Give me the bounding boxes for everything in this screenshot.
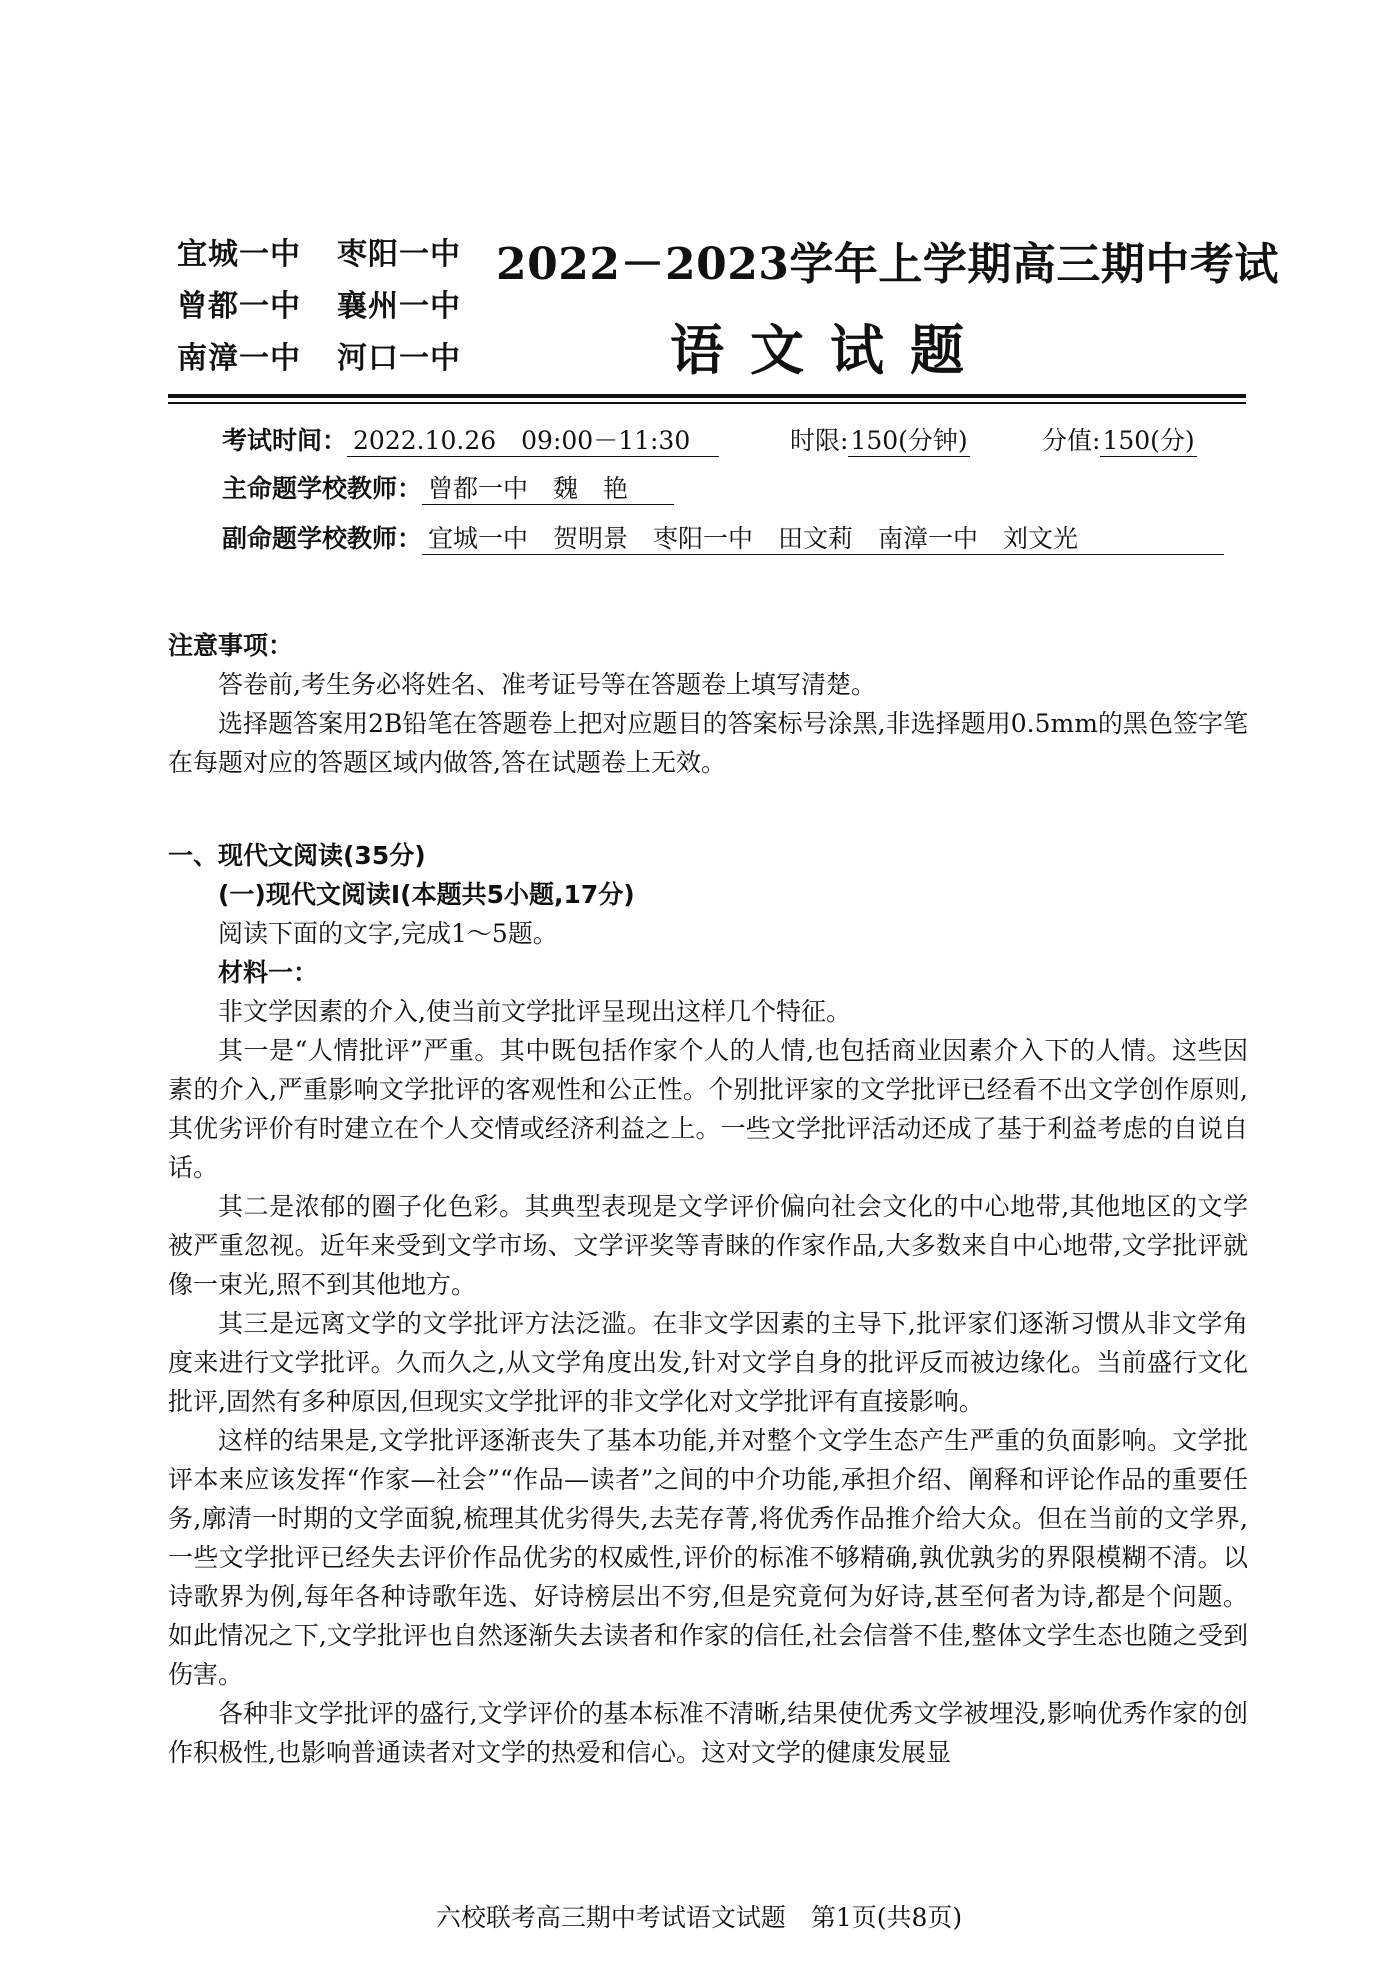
exam-title: 2022－2023学年上学期高三期中考试 — [496, 239, 1279, 290]
chief-teacher-label: 主命题学校教师： — [222, 474, 423, 503]
passage-paragraph: 各种非文学批评的盛行,文学评价的基本标准不清晰,结果使优秀文学被埋没,影响优秀作家的创作积极性,也影响普通读者对文学的热爱和信心。这对文学的健康发展显 — [168, 1699, 1248, 1767]
exam-time-label: 考试时间： — [222, 426, 348, 455]
school-row — [177, 341, 497, 376]
page-footer: 六校联考高三期中考试语文试题 第1页(共8页) — [435, 1903, 963, 1932]
exam-time-value: 2022.10.26 09:00－11:30 — [347, 426, 719, 457]
header-rule-thick — [168, 394, 1246, 398]
score-value: 150(分) — [1102, 426, 1195, 455]
material-label: 材料一： — [218, 958, 319, 987]
notice-item: 选择题答案用2B铅笔在答题卷上把对应题目的答案标号涂黑,非选择题用0.5mm的黑色签字笔在每题对应的答题区域内做答,答在试题卷上无效。 — [168, 709, 1248, 777]
school-row — [177, 289, 497, 324]
section-heading: 一、现代文阅读(35分) — [168, 841, 426, 870]
school-list — [177, 237, 497, 396]
deputy-teacher-row — [222, 524, 1224, 555]
sub-section-heading: (一)现代文阅读Ⅰ(本题共5小题,17分) — [218, 880, 635, 909]
passage-paragraph: 非文学因素的介入,使当前文学批评呈现出这样几个特征。 — [218, 997, 851, 1026]
score-field — [1042, 426, 1197, 457]
duration-label: 时限: — [790, 426, 849, 455]
section-instruction: 阅读下面的文字,完成1～5题。 — [218, 919, 558, 948]
school-name: 河口一中 — [337, 341, 461, 376]
passage-paragraph: 其一是“人情批评”严重。其中既包括作家个人的人情,也包括商业因素介入下的人情。这些因素的介入,严重影响文学批评的客观性和公正性。个别批评家的文学批评已经看不出文学创作原则,其优劣评价有时建立在个人交情或经济利益之上。一些文学批评活动还成了基于利益考虑的自说自话。 — [168, 1036, 1248, 1182]
subject-title: 语文试题 — [670, 319, 990, 382]
duration-value: 150(分钟) — [850, 426, 968, 455]
score-label: 分值: — [1042, 426, 1101, 455]
school-name: 枣阳一中 — [337, 237, 461, 272]
school-name: 襄州一中 — [337, 289, 461, 324]
deputy-teacher-value: 宜城一中 贺明景 枣阳一中 田文莉 南漳一中 刘文光 — [422, 524, 1224, 555]
duration-field — [790, 426, 970, 457]
passage-paragraph: 其三是远离文学的文学批评方法泛滥。在非文学因素的主导下,批评家们逐渐习惯从非文学角度来进行文学批评。久而久之,从文学角度出发,针对文学自身的批评反而被边缘化。当前盛行文化批评,固然有多种原因,但现实文学批评的非文学化对文学批评有直接影响。 — [168, 1309, 1248, 1416]
passage-paragraph: 其二是浓郁的圈子化色彩。其典型表现是文学评价偏向社会文化的中心地带,其他地区的文学被严重忽视。近年来受到文学市场、文学评奖等青睐的作家作品,大多数来自中心地带,文学批评就像一束光,照不到其他地方。 — [168, 1192, 1248, 1299]
reading-section — [168, 836, 1248, 1772]
notice-item: 答卷前,考生务必将姓名、准考证号等在答题卷上填写清楚。 — [218, 670, 876, 699]
passage-paragraph: 这样的结果是,文学批评逐渐丧失了基本功能,并对整个文学生态产生严重的负面影响。文学批评本来应该发挥“作家—社会”“作品—读者”之间的中介功能,承担介绍、阐释和评论作品的重要任务,廓清一时期的文学面貌,梳理其优劣得失,去芜存菁,将优秀作品推介给大众。但在当前的文学界,一些文学批评已经失去评价作品优劣的权威性,评价的标准不够精确,孰优孰劣的界限模糊不清。以诗歌界为例,每年各种诗歌年选、好诗榜层出不穷,但是究竟何为好诗,甚至何者为诗,都是个问题。如此情况之下,文学批评也自然逐渐失去读者和作家的信任,社会信誉不佳,整体文学生态也随之受到伤害。 — [168, 1426, 1248, 1689]
chief-teacher-row — [222, 474, 674, 505]
school-row — [177, 237, 497, 272]
deputy-teacher-label: 副命题学校教师： — [222, 524, 423, 553]
chief-teacher-value: 曾都一中 魏 艳 — [422, 474, 674, 505]
notice-heading: 注意事项： — [168, 631, 294, 660]
school-name: 南漳一中 — [177, 341, 301, 376]
school-name: 曾都一中 — [177, 289, 301, 324]
exam-time-row — [222, 426, 719, 457]
school-name: 宜城一中 — [177, 237, 301, 272]
header-rule-thin — [168, 402, 1246, 404]
notice-block — [168, 626, 1248, 782]
